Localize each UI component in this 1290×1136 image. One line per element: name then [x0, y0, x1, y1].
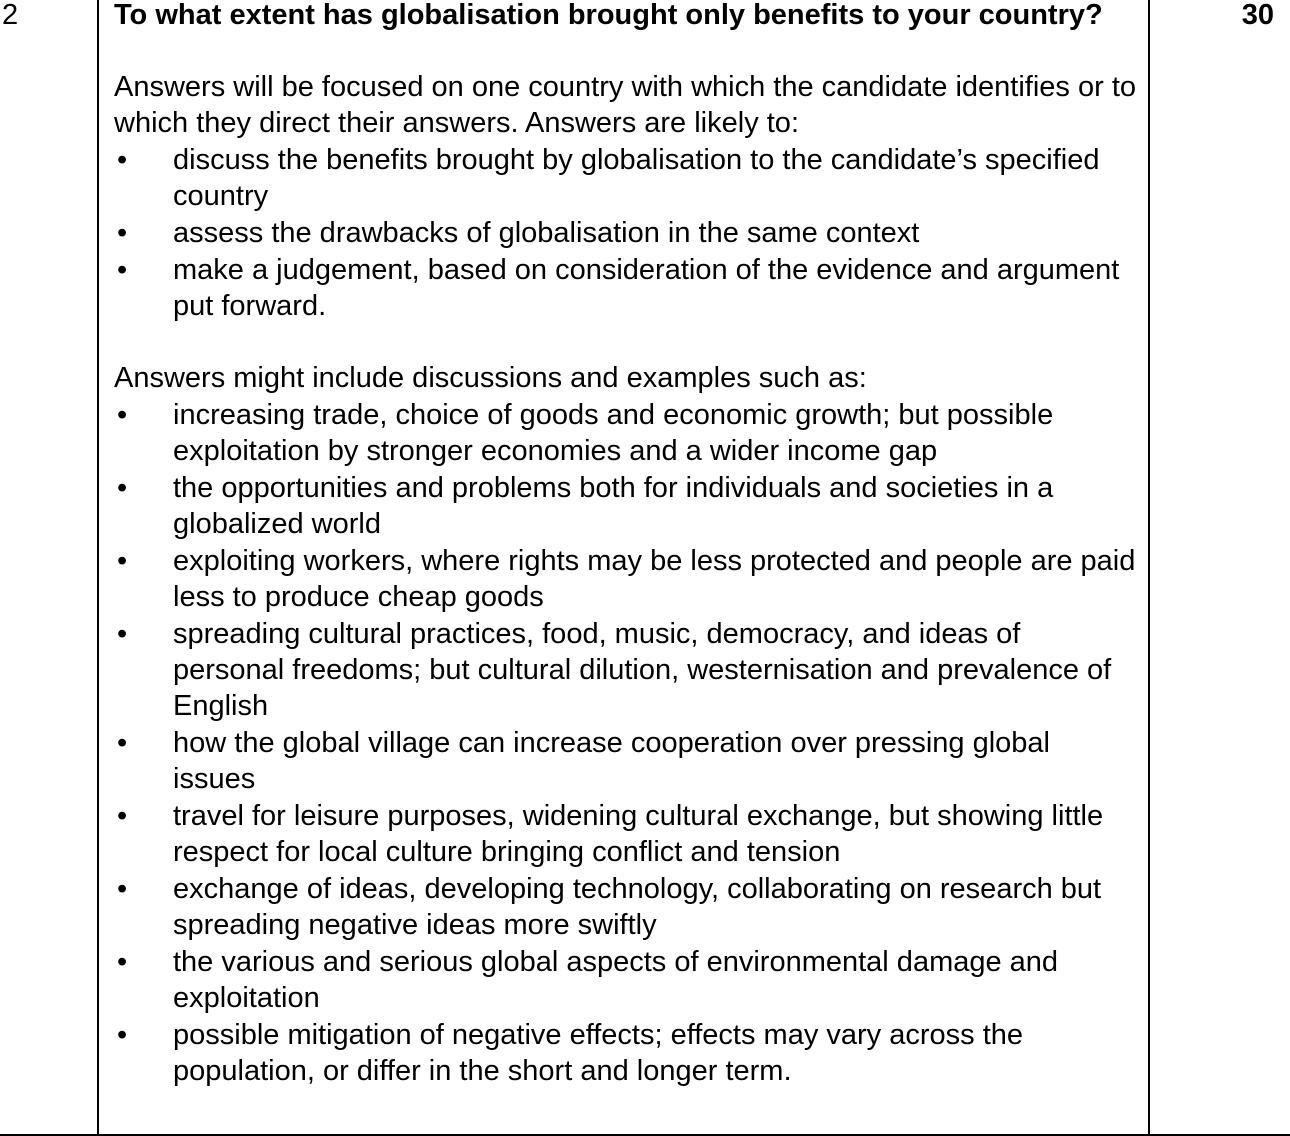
list-item: • the various and serious global aspects of environmental damage and exploitation	[117, 946, 1059, 1014]
list-item: • discuss the benefits brought by globalisation to the candidate’s specified country	[117, 144, 1100, 212]
question-text: To what extent has globalisation brought only benefits to your country?	[114, 0, 1103, 31]
column-divider-left	[97, 0, 99, 1136]
list-item: • how the global village can increase cooperation over pressing global issues	[117, 727, 1050, 795]
bullet-icon: •	[117, 618, 128, 650]
bullet-icon: •	[117, 144, 128, 176]
list-item: • exploiting workers, where rights may be less protected and people are paid less to produce cheap goods	[117, 545, 1136, 613]
bullet-icon: •	[117, 254, 128, 286]
list-item: • assess the drawbacks of globalisation in the same context	[117, 217, 920, 249]
likely-points-list	[114, 142, 1139, 324]
bullet-icon: •	[117, 800, 128, 832]
examples-intro: Answers might include discussions and examples such as:	[114, 362, 867, 394]
list-item: • the opportunities and problems both for individuals and societies in a globalized world	[117, 472, 1054, 540]
list-item: • spreading cultural practices, food, music, democracy, and ideas of personal freedoms; but cultural dilution, westernisation and prevalence of English	[117, 618, 1112, 722]
list-item: • make a judgement, based on consideration of the evidence and argument put forward.	[117, 254, 1120, 322]
bullet-icon: •	[117, 946, 128, 978]
guidance-cell	[114, 0, 1139, 1090]
list-item: • travel for leisure purposes, widening cultural exchange, but showing little respect for local culture bringing conflict and tension	[117, 800, 1104, 868]
question-number: 2	[2, 0, 19, 31]
list-item: • increasing trade, choice of goods and economic growth; but possible exploitation by stronger economies and a wider income gap	[117, 399, 1054, 467]
list-item: • possible mitigation of negative effects; effects may vary across the population, or differ in the short and longer term.	[117, 1019, 1024, 1087]
column-divider-right	[1148, 0, 1150, 1136]
bullet-icon: •	[117, 873, 128, 905]
examples-list	[114, 397, 1139, 1089]
bullet-icon: •	[117, 727, 128, 759]
bullet-icon: •	[117, 472, 128, 504]
marks-value: 30	[1241, 0, 1274, 31]
list-item: • exchange of ideas, developing technology, collaborating on research but spreading negative ideas more swiftly	[117, 873, 1102, 941]
intro-paragraph: Answers will be focused on one country with which the candidate identifies or to which they direct their answers. Answers are likely to:	[114, 71, 1137, 139]
bullet-icon: •	[117, 545, 128, 577]
bullet-icon: •	[117, 1019, 128, 1051]
bullet-icon: •	[117, 399, 128, 431]
bullet-icon: •	[117, 217, 128, 249]
